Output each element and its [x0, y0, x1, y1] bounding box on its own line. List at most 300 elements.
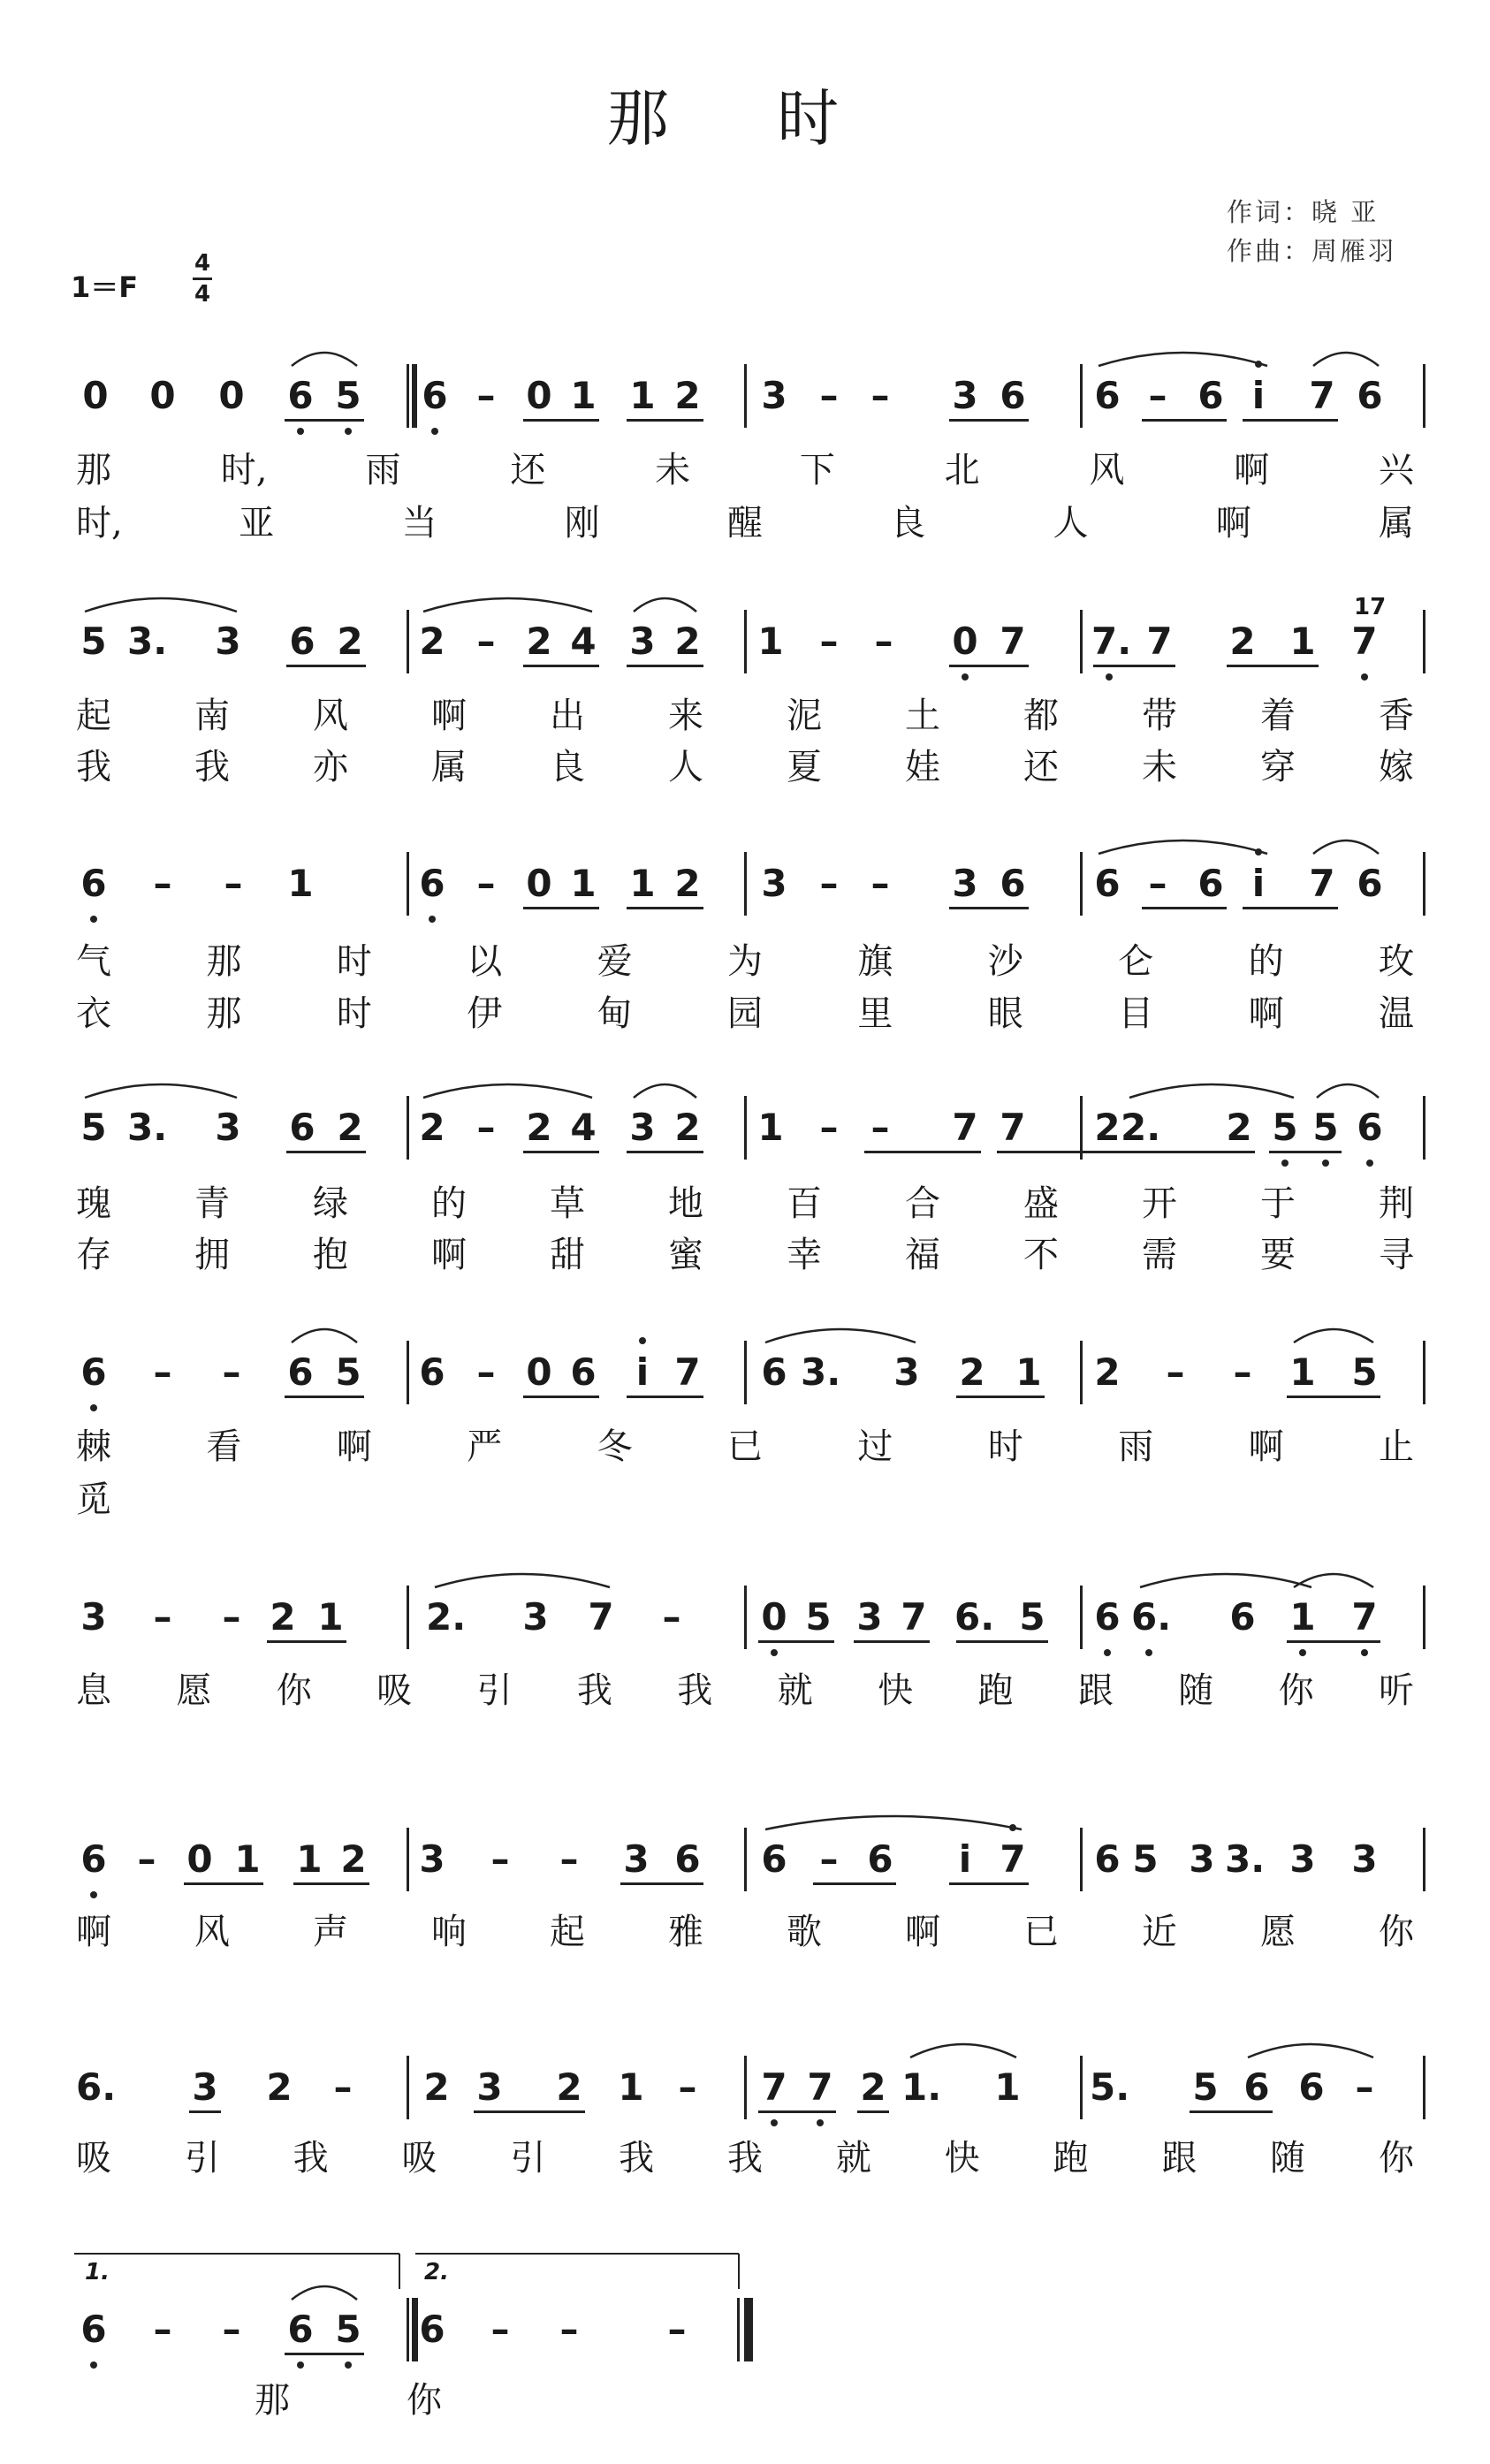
lyric-syllable: 我	[619, 2138, 655, 2179]
note: 6.	[954, 1595, 995, 1639]
lyric-syllable: 以	[467, 941, 503, 982]
slur	[423, 1084, 592, 1098]
lyric-syllable: 的	[1248, 941, 1284, 982]
upper-octave-dot	[639, 1337, 646, 1344]
lower-octave-dot	[297, 2361, 304, 2369]
lyric-syllable: 吸	[401, 2138, 437, 2179]
lower-octave-dot	[1361, 673, 1368, 681]
slur	[1098, 840, 1267, 854]
lyric-syllable: 草	[550, 1183, 585, 1224]
lyric-syllable: 亚	[239, 503, 275, 544]
note: 1	[629, 862, 656, 905]
lyric-syllable: 眼	[987, 993, 1023, 1034]
slur	[85, 1084, 237, 1098]
note: 6	[1243, 2065, 1270, 2109]
note: –	[476, 620, 496, 663]
note: 6	[1000, 374, 1026, 417]
lyric-syllable: 就	[835, 2138, 871, 2179]
lyric-syllable: 时	[336, 941, 372, 982]
eighth-beam	[627, 907, 703, 909]
note: 6	[1229, 1595, 1256, 1639]
lyric-syllable: 属	[431, 747, 467, 787]
lyric-syllable: 时,	[220, 450, 268, 491]
note: i	[958, 1837, 972, 1881]
note: 0	[82, 374, 109, 417]
eighth-beam	[285, 2353, 364, 2355]
lyric-syllable: 瑰	[76, 1183, 111, 1224]
note: 2	[337, 620, 363, 663]
note: 6	[1094, 374, 1121, 417]
lyric-syllable: 穿	[1260, 747, 1296, 787]
barline	[1423, 1341, 1425, 1404]
note: 3	[629, 620, 656, 663]
note: 0	[761, 1595, 787, 1639]
barline	[1423, 1096, 1425, 1160]
lyric-syllable: 快	[878, 1670, 914, 1711]
note: 1	[1289, 1595, 1316, 1639]
note: 3	[761, 374, 787, 417]
lower-octave-dot	[771, 1649, 778, 1656]
lyric-syllable: 啊	[1248, 1426, 1284, 1467]
lyric-syllable: 未	[1142, 747, 1177, 787]
note: –	[153, 862, 172, 905]
note: 6	[287, 1350, 314, 1394]
note: 2	[674, 862, 701, 905]
barline	[744, 852, 747, 916]
note: –	[1148, 862, 1167, 905]
barline	[1423, 1586, 1425, 1649]
lyric-syllable: 幸	[787, 1235, 822, 1275]
note: 1	[570, 862, 597, 905]
note: –	[819, 374, 839, 417]
lyric-syllable: 时,	[76, 503, 123, 544]
note: 3	[1351, 1837, 1378, 1881]
note: –	[559, 2308, 579, 2351]
note: –	[870, 862, 890, 905]
upper-octave-dot	[1255, 361, 1262, 368]
note: i	[1251, 374, 1266, 417]
lyric-syllable: 伊	[467, 993, 503, 1034]
lyric-syllable: 啊	[905, 1912, 940, 1952]
lyric-syllable: 北	[944, 450, 980, 491]
slur	[1294, 1574, 1373, 1587]
barline	[407, 610, 409, 673]
note: –	[662, 1595, 681, 1639]
note: 2	[674, 374, 701, 417]
lyric-syllable: 愿	[1260, 1912, 1296, 1952]
note: 6	[674, 1837, 701, 1881]
note: 2	[674, 1106, 701, 1149]
slur	[1129, 1084, 1294, 1098]
barline	[1080, 852, 1083, 916]
note: 6	[287, 374, 314, 417]
slur	[1098, 353, 1267, 366]
note: 2	[526, 620, 552, 663]
lyric-syllable: 目	[1118, 993, 1154, 1034]
note: 6	[1357, 862, 1383, 905]
lyric-syllable: 开	[1142, 1183, 1177, 1224]
note: 0	[952, 620, 978, 663]
lyric-syllable: 风	[194, 1912, 230, 1952]
upper-octave-dot	[1255, 848, 1262, 856]
note: 2	[959, 1350, 985, 1394]
lyric-syllable: 下	[799, 450, 835, 491]
lyric-syllable: 兴	[1379, 450, 1414, 491]
eighth-beam	[523, 419, 599, 422]
note: –	[222, 1350, 241, 1394]
note: 1	[234, 1837, 261, 1881]
eighth-beam	[523, 665, 599, 667]
note: –	[476, 862, 496, 905]
slur	[1140, 1574, 1311, 1587]
note: 3.	[1225, 1837, 1266, 1881]
time-signature	[189, 249, 216, 308]
lyric-syllable: 风	[1089, 450, 1125, 491]
note: 1	[618, 2065, 644, 2109]
barline	[1080, 610, 1083, 673]
eighth-beam	[758, 2110, 836, 2113]
note: 6	[419, 862, 445, 905]
lower-octave-dot	[1281, 1160, 1289, 1167]
lyric-syllable: 爱	[597, 941, 633, 982]
note: 6	[1094, 862, 1121, 905]
barline	[407, 2056, 409, 2119]
lyric-syllable: 就	[777, 1670, 813, 1711]
note: 6	[761, 1837, 787, 1881]
lyricist-credit: 作词：晓 亚	[1227, 197, 1380, 227]
note: 3	[623, 1837, 650, 1881]
note: 0	[186, 1837, 213, 1881]
lyric-syllable: 蜜	[668, 1235, 703, 1275]
lower-octave-dot	[90, 916, 97, 923]
eighth-beam	[286, 1151, 366, 1153]
note: 5	[1132, 1837, 1159, 1881]
lyric-syllable: 啊	[1248, 993, 1284, 1034]
eighth-beam	[758, 1640, 834, 1643]
eighth-beam	[949, 1882, 1029, 1885]
note: 2	[419, 620, 445, 663]
slur	[1313, 353, 1379, 366]
note: 6	[419, 1350, 445, 1394]
lyric-syllable: 为	[727, 941, 763, 982]
note: –	[490, 1837, 510, 1881]
lyric-syllable: 的	[431, 1183, 467, 1224]
note: 6	[1357, 374, 1383, 417]
note: 3	[476, 2065, 503, 2109]
note: 6	[570, 1350, 597, 1394]
final-barline-thin	[737, 2298, 740, 2361]
lyric-syllable: 响	[431, 1912, 467, 1952]
barline	[744, 1828, 747, 1891]
note: 6	[80, 862, 107, 905]
lyric-syllable: 当	[401, 503, 437, 544]
lower-octave-dot	[962, 673, 969, 681]
lyric-syllable: 福	[905, 1235, 940, 1275]
lyric-syllable: 雅	[668, 1912, 703, 1952]
note: 3	[522, 1595, 549, 1639]
lyric-syllable: 那	[206, 993, 242, 1034]
note: 6	[1298, 2065, 1325, 2109]
note: 1.	[901, 2065, 942, 2109]
lyric-syllable: 啊	[1215, 503, 1251, 544]
lower-octave-dot	[817, 2119, 824, 2126]
lyric-syllable: 随	[1270, 2138, 1306, 2179]
note: 1	[317, 1595, 344, 1639]
lyric-syllable: 旗	[857, 941, 893, 982]
note: 6	[761, 1350, 787, 1394]
lyric-syllable: 玫	[1379, 941, 1414, 982]
eighth-beam	[285, 1396, 364, 1398]
note: –	[678, 2065, 697, 2109]
lyric-syllable: 那	[255, 2380, 290, 2421]
note: 3	[629, 1106, 656, 1149]
note: 2	[423, 2065, 450, 2109]
note: –	[870, 1106, 890, 1149]
note: 3	[856, 1595, 883, 1639]
lower-octave-dot	[1106, 673, 1113, 681]
barline	[744, 610, 747, 673]
eighth-beam	[1287, 1396, 1380, 1398]
note: 5	[335, 1350, 361, 1394]
eighth-beam	[854, 1640, 930, 1643]
note: 2	[266, 2065, 293, 2109]
note: 2	[1229, 620, 1256, 663]
lyric-syllable: 人	[668, 747, 703, 787]
note: 6	[1094, 1595, 1121, 1639]
barline	[407, 1828, 409, 1891]
lyric-syllable: 娃	[905, 747, 940, 787]
lower-octave-dot	[345, 428, 352, 435]
note: 2	[340, 1837, 367, 1881]
lyric-syllable: 出	[550, 696, 585, 736]
lyric-syllable: 亦	[313, 747, 348, 787]
slur	[292, 1329, 357, 1342]
second-ending-label: 2.	[424, 2259, 449, 2285]
note: 6	[289, 1106, 315, 1149]
lyric-syllable: 雨	[1118, 1426, 1154, 1467]
note: –	[153, 2308, 172, 2351]
eighth-beam	[1269, 1151, 1342, 1153]
lyric-syllable: 时	[987, 1426, 1023, 1467]
note: 3.	[127, 1106, 168, 1149]
lyric-syllable: 未	[655, 450, 691, 491]
note: 2	[1094, 1106, 1121, 1149]
lyric-syllable: 止	[1379, 1426, 1414, 1467]
eighth-beam	[523, 1151, 599, 1153]
lyric-syllable: 于	[1260, 1183, 1296, 1224]
note: 2	[860, 2065, 886, 2109]
lyric-syllable: 着	[1260, 696, 1296, 736]
note: 6.	[1131, 1595, 1172, 1639]
slur	[292, 353, 357, 366]
lower-octave-dot	[1361, 1649, 1368, 1656]
lyric-syllable: 啊	[431, 696, 467, 736]
note: –	[1233, 1350, 1252, 1394]
note: 6	[80, 1350, 107, 1394]
barline	[744, 1341, 747, 1404]
note: 1	[570, 374, 597, 417]
barline	[1423, 364, 1425, 428]
note: 1	[629, 374, 656, 417]
lower-octave-dot	[90, 1404, 97, 1411]
lyric-syllable: 我	[677, 1670, 713, 1711]
lyric-syllable: 沙	[987, 941, 1023, 982]
note: 6	[287, 2308, 314, 2351]
note: 5	[1272, 1106, 1298, 1149]
left-bracket	[415, 2298, 418, 2361]
first-ending-label: 1.	[85, 2259, 110, 2285]
note: 7	[1309, 862, 1335, 905]
note: 7	[1000, 620, 1026, 663]
note: 3.	[127, 620, 168, 663]
slur	[1248, 2044, 1373, 2057]
note: 6	[422, 374, 448, 417]
note: 5	[1312, 1106, 1339, 1149]
lyric-syllable: 我	[576, 1670, 612, 1711]
lyric-syllable: 都	[1023, 696, 1059, 736]
note: –	[819, 1837, 839, 1881]
lower-octave-dot	[1104, 1649, 1111, 1656]
note: 3.	[801, 1350, 841, 1394]
note: 3	[952, 374, 978, 417]
note: 7	[588, 1595, 614, 1639]
note: –	[819, 620, 839, 663]
lyric-syllable: 跑	[1053, 2138, 1089, 2179]
eighth-beam	[1190, 2110, 1273, 2113]
note: 3	[215, 1106, 241, 1149]
note: –	[222, 2308, 241, 2351]
note: 5.	[1090, 2065, 1130, 2109]
lyric-syllable: 衣	[76, 993, 111, 1034]
composer-credit: 作曲：周雁羽	[1227, 236, 1397, 266]
lower-octave-dot	[1322, 1160, 1329, 1167]
barline	[1423, 1828, 1425, 1891]
note: 5	[805, 1595, 832, 1639]
slur	[910, 2044, 1016, 2057]
lyric-syllable: 温	[1379, 993, 1414, 1034]
page-title: 那 时	[606, 82, 884, 155]
lyric-syllable: 存	[76, 1235, 111, 1275]
barline	[1080, 1828, 1083, 1891]
lyric-syllable: 起	[76, 696, 111, 736]
note: –	[819, 862, 839, 905]
note: 3	[893, 1350, 920, 1394]
barline	[744, 2056, 747, 2119]
note: 2	[674, 620, 701, 663]
lyric-syllable: 吸	[76, 2138, 111, 2179]
lyric-syllable: 带	[1142, 696, 1177, 736]
note: 7	[674, 1350, 701, 1394]
note: 6	[867, 1837, 893, 1881]
note: 2	[1226, 1106, 1252, 1149]
note: 5	[80, 620, 107, 663]
note: –	[1166, 1350, 1185, 1394]
eighth-beam	[1093, 665, 1175, 667]
lyric-syllable: 合	[905, 1183, 940, 1224]
lyric-syllable: 我	[727, 2138, 763, 2179]
note: 4	[570, 620, 597, 663]
note: 7	[1351, 620, 1378, 663]
lyric-syllable: 嫁	[1379, 747, 1414, 787]
note: –	[819, 1106, 839, 1149]
lyric-syllable: 看	[206, 1426, 242, 1467]
eighth-beam	[1142, 419, 1227, 422]
lyric-syllable: 百	[787, 1183, 822, 1224]
slur	[765, 1329, 916, 1342]
eighth-beam	[813, 1882, 896, 1885]
lyric-syllable: 气	[76, 941, 111, 982]
lyric-syllable: 拥	[194, 1235, 230, 1275]
lyric-syllable: 醒	[727, 503, 763, 544]
lyric-syllable: 引	[184, 2138, 220, 2179]
lyric-syllable: 园	[727, 993, 763, 1034]
lyric-syllable: 跟	[1161, 2138, 1197, 2179]
note: 3	[215, 620, 241, 663]
lyric-syllable: 你	[1379, 2138, 1414, 2179]
lyric-syllable: 冬	[597, 1426, 633, 1467]
eighth-beam	[620, 1882, 703, 1885]
note: 7	[1309, 374, 1335, 417]
note: –	[559, 1837, 579, 1881]
grace-note: 17	[1354, 594, 1387, 620]
upper-octave-dot	[1009, 1824, 1016, 1831]
note: 1	[296, 1837, 323, 1881]
eighth-beam	[1122, 1151, 1255, 1153]
note: 2	[526, 1106, 552, 1149]
barline	[1080, 2056, 1083, 2119]
note: 5	[1351, 1350, 1378, 1394]
eighth-beam	[1287, 1640, 1380, 1643]
lyric-syllable: 甸	[597, 993, 633, 1034]
lyric-syllable: 时	[336, 993, 372, 1034]
lyric-syllable: 我	[194, 747, 230, 787]
lower-octave-dot	[90, 1891, 97, 1898]
note: 1	[1289, 1350, 1316, 1394]
note: 2	[556, 2065, 582, 2109]
final-barline-thick	[746, 2298, 753, 2361]
eighth-beam	[997, 1151, 1123, 1153]
note: 0	[526, 1350, 552, 1394]
barline	[744, 364, 747, 428]
eighth-beam	[627, 665, 703, 667]
slur	[1317, 1084, 1379, 1098]
eighth-beam	[1243, 419, 1338, 422]
lower-octave-dot	[1299, 1649, 1306, 1656]
barline	[407, 852, 409, 916]
lyric-syllable: 荆	[1379, 1183, 1414, 1224]
lyric-syllable: 快	[944, 2138, 980, 2179]
lyric-syllable: 属	[1379, 503, 1414, 544]
note: –	[224, 862, 243, 905]
eighth-beam	[956, 1640, 1048, 1643]
note: 7	[952, 1106, 978, 1149]
eighth-beam	[523, 1396, 599, 1398]
note: 5	[335, 374, 361, 417]
lyric-syllable: 刚	[564, 503, 600, 544]
eighth-beam	[285, 419, 364, 422]
note: 1	[287, 862, 314, 905]
lyric-syllable: 你	[1379, 1912, 1414, 1952]
lower-octave-dot	[429, 916, 436, 923]
lyric-syllable: 啊	[76, 1912, 111, 1952]
note: –	[1355, 2065, 1374, 2109]
lyric-syllable: 已	[1023, 1912, 1059, 1952]
lyric-syllable: 我	[76, 747, 111, 787]
note: i	[1251, 862, 1266, 905]
lyric-syllable: 寻	[1379, 1235, 1414, 1275]
lyric-syllable: 还	[1023, 747, 1059, 787]
eighth-beam	[1227, 665, 1319, 667]
